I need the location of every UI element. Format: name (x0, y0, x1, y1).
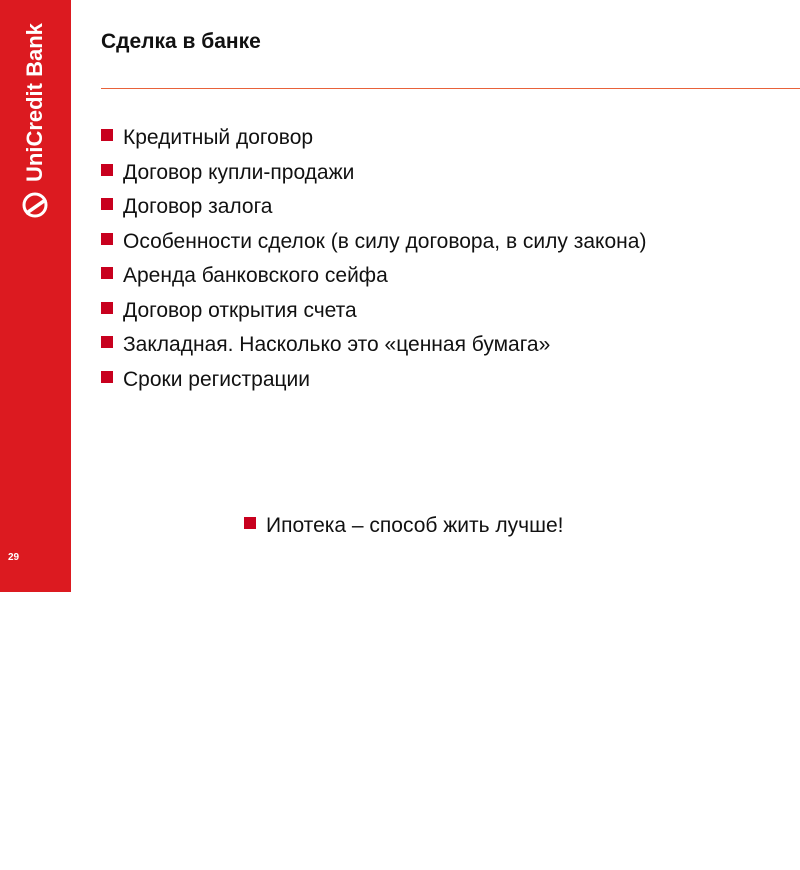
unicredit-logo-cyrillic (0, 330, 71, 870)
bullet-square-icon (101, 302, 113, 314)
footer-bullet (244, 512, 563, 540)
list-item (101, 124, 646, 159)
bullet-text: Договор залога (123, 195, 273, 218)
title-divider (101, 88, 800, 89)
bullet-square-icon (101, 371, 113, 383)
bullet-list (101, 124, 646, 400)
bullet-text: Договор купли-продажи (123, 160, 355, 184)
list-item (101, 331, 646, 366)
bullet-square-icon (101, 129, 113, 141)
bullet-square-icon (101, 267, 113, 279)
slide-title: Сделка в банке (101, 30, 261, 53)
list-item (101, 262, 646, 297)
bullet-square-icon (244, 517, 256, 529)
brand-sidebar (0, 0, 71, 870)
bullet-square-icon (101, 164, 113, 176)
bullet-text: Аренда банковского сейфа (123, 264, 388, 287)
list-item (101, 297, 646, 332)
list-item (101, 159, 646, 194)
unicredit-logo (0, 0, 71, 230)
brand-name-cyrillic: ЮниКредит Банк (18, 683, 44, 870)
list-item (101, 366, 646, 401)
bullet-square-icon (101, 336, 113, 348)
bullet-square-icon (101, 233, 113, 245)
bullet-square-icon (101, 198, 113, 210)
bullet-text: Сроки регистрации (123, 367, 310, 391)
list-item (101, 228, 646, 263)
footer-bullet-text: Ипотека – способ жить лучше! (266, 514, 564, 537)
page-number: 29 (8, 552, 20, 563)
bullet-text: Кредитный договор (123, 126, 314, 149)
unicredit-emblem-icon (17, 188, 53, 222)
bullet-text: Договор открытия счета (123, 298, 357, 322)
brand-name-latin: UniCredit Bank (22, 23, 47, 182)
bullet-text: Закладная. Насколько это «ценная бумага» (123, 333, 551, 356)
bullet-text: Особенности сделок (в силу договора, в силу закона) (123, 229, 647, 253)
list-item (101, 193, 646, 228)
